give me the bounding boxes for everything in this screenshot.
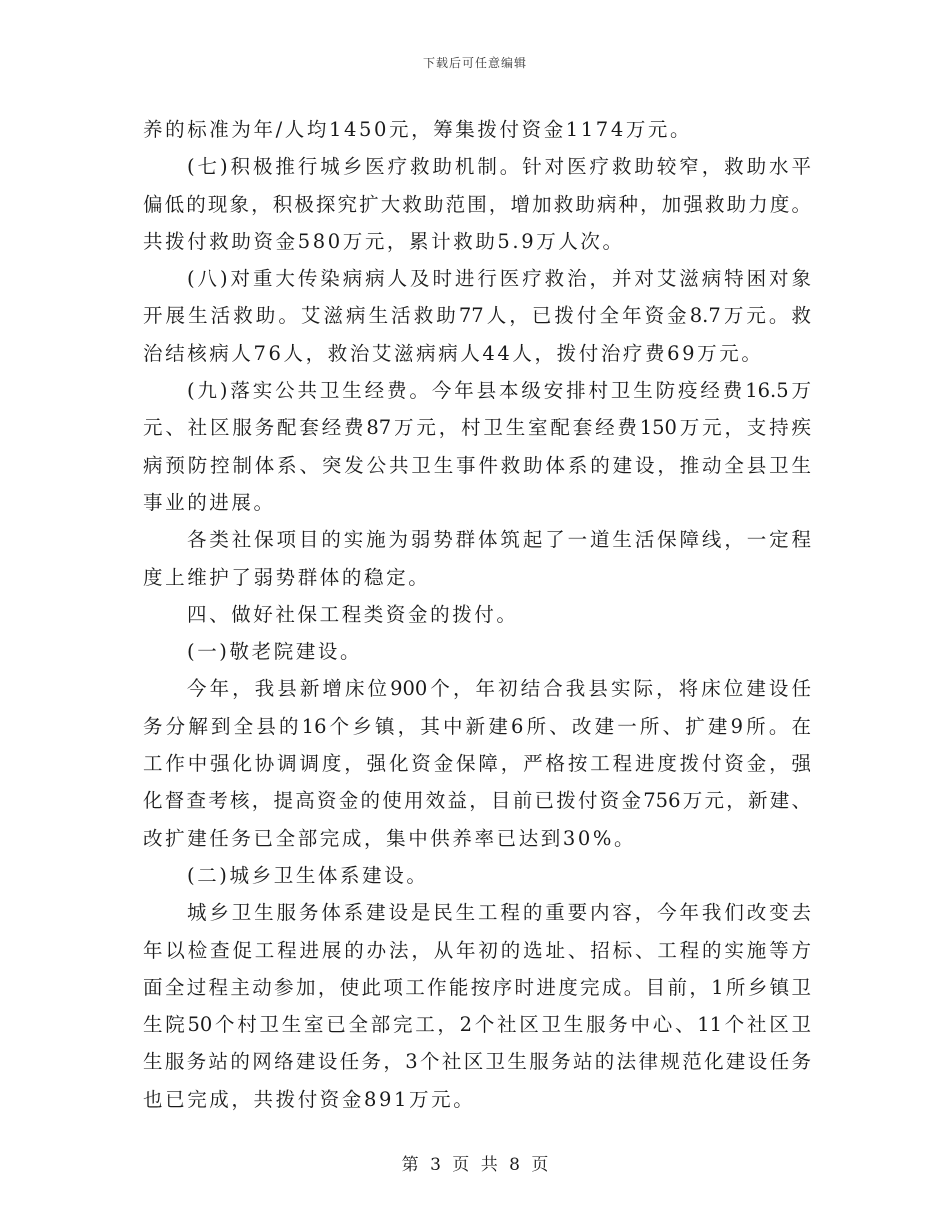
section-heading: 四、做好社保工程类资金的拨付。 [187, 602, 519, 626]
text-line: 年以检查促工程进展的办法，从年初的选址、招标、工程的实施等方 [143, 938, 811, 962]
text-line: (七)积极推行城乡医疗救助机制。针对医疗救助较窄，救助水平 [187, 155, 811, 179]
subsection-heading: (二)城乡卫生体系建设。 [187, 863, 429, 887]
subsection-heading: (一)敬老院建设。 [187, 640, 363, 664]
text-line: 共拨付救助资金580万元，累计救助5.9万人次。 [143, 229, 625, 253]
text-line: 工作中强化协调调度，强化资金保障，严格按工程进度拨付资金，强 [143, 752, 811, 776]
text-line: 治结核病人76人，救治艾滋病病人44人，拨付治疗费69万元。 [143, 341, 764, 365]
text-line: 今年，我县新增床位900个，年初结合我县实际，将床位建设任 [187, 677, 811, 701]
text-line: 生院50个村卫生室已全部完工，2个社区卫生服务中心、11个社区卫 [143, 1013, 811, 1037]
text-line: 度上维护了弱势群体的稳定。 [143, 565, 431, 589]
text-line: 化督查考核，提高资金的使用效益，目前已拨付资金756万元，新建、 [143, 789, 811, 813]
text-line: 开展生活救助。艾滋病生活救助77人，已拨付全年资金8.7万元。救 [143, 304, 811, 328]
text-line: (八)对重大传染病病人及时进行医疗救治，并对艾滋病特困对象 [187, 267, 811, 291]
page-number-footer: 第 3 页 共 8 页 [401, 1155, 549, 1175]
text-line: 务分解到全县的16个乡镇，其中新建6所、改建一所、扩建9所。在 [143, 714, 811, 738]
text-line: 改扩建任务已全部完成，集中供养率已达到30%。 [143, 826, 637, 850]
text-line: 各类社保项目的实施为弱势群体筑起了一道生活保障线，一定程 [187, 528, 811, 552]
text-line: 城乡卫生服务体系建设是民生工程的重要内容，今年我们改变去 [187, 901, 811, 925]
text-line: 也已完成，共拨付资金891万元。 [143, 1087, 476, 1111]
text-line: (九)落实公共卫生经费。今年县本级安排村卫生防疫经费16.5万 [187, 379, 811, 403]
body-text [143, 111, 811, 1118]
text-line: 养的标准为年/人均1450元，筹集拨付资金1174万元。 [143, 118, 693, 141]
text-line: 偏低的现象，积极探究扩大救助范围，增加救助病种，加强救助力度。 [143, 192, 811, 216]
page-header: 下载后可任意编辑 [422, 56, 527, 70]
text-line: 病预防控制体系、突发公共卫生事件救助体系的建设，推动全县卫生 [143, 453, 811, 477]
text-line: 生服务站的网络建设任务，3个社区卫生服务站的法律规范化建设任务 [143, 1050, 811, 1074]
text-line: 面全过程主动参加，使此项工作能按序时进度完成。目前，1所乡镇卫 [143, 975, 811, 999]
text-line: 事业的进展。 [143, 490, 276, 514]
text-line: 元、社区服务配套经费87万元，村卫生室配套经费150万元，支持疾 [143, 416, 811, 440]
